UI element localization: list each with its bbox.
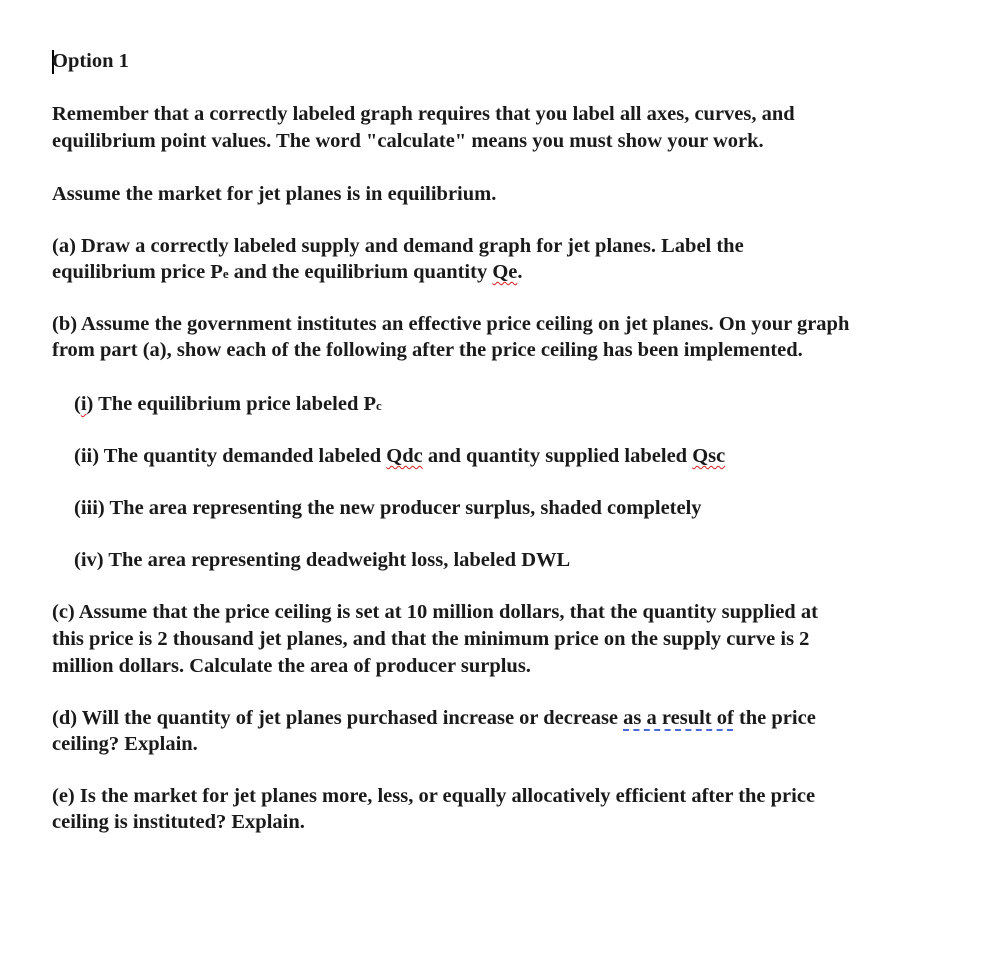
qdc-label: Qdc xyxy=(386,445,423,467)
sub-item-iii: (iii) The area representing the new producer surplus, shaded completely xyxy=(74,497,702,519)
part-c-line-2: this price is 2 thousand jet planes, and that the minimum price on the supply curve is 2 xyxy=(52,628,810,650)
sub-item-ii: (ii) The quantity demanded labeled Qdc and quantity supplied labeled Qsc xyxy=(74,445,726,467)
part-d-line-1: (d) Will the quantity of jet planes purchased increase or decrease as a result of the price xyxy=(52,707,816,729)
sub-item-iv: (iv) The area representing deadweight loss, labeled DWL xyxy=(74,549,571,571)
grammar-suggestion[interactable]: as a result of xyxy=(623,707,734,729)
assume-line: Assume the market for jet planes is in equilibrium. xyxy=(52,183,497,205)
part-a-line-1: (a) Draw a correctly labeled supply and demand graph for jet planes. Label the xyxy=(52,235,744,257)
part-c-line-3: million dollars. Calculate the area of producer surplus. xyxy=(52,655,531,677)
part-e-line-2: ceiling is instituted? Explain. xyxy=(52,811,305,833)
part-e-line-1: (e) Is the market for jet planes more, less, or equally allocatively efficient after the price xyxy=(52,785,816,807)
sub-item-i: (i) The equilibrium price labeled Pc xyxy=(74,393,382,415)
part-c-line-1: (c) Assume that the price ceiling is set at 10 million dollars, that the quantity supplied at xyxy=(52,601,818,623)
part-b-line-2: from part (a), show each of the following after the price ceiling has been implemented. xyxy=(52,339,803,361)
part-a-line-2: equilibrium price Pe and the equilibrium quantity Qe. xyxy=(52,261,523,283)
qsc-label: Qsc xyxy=(692,445,726,467)
part-d-line-2: ceiling? Explain. xyxy=(52,733,198,755)
part-b-line-1: (b) Assume the government institutes an effective price ceiling on jet planes. On your graph xyxy=(52,313,850,335)
intro-line-2: equilibrium point values. The word "calculate" means you must show your work. xyxy=(52,130,764,152)
intro-line-1: Remember that a correctly labeled graph requires that you label all axes, curves, and xyxy=(52,103,795,125)
qe-label: Qe xyxy=(492,261,518,283)
heading: Option 1 xyxy=(52,50,129,72)
